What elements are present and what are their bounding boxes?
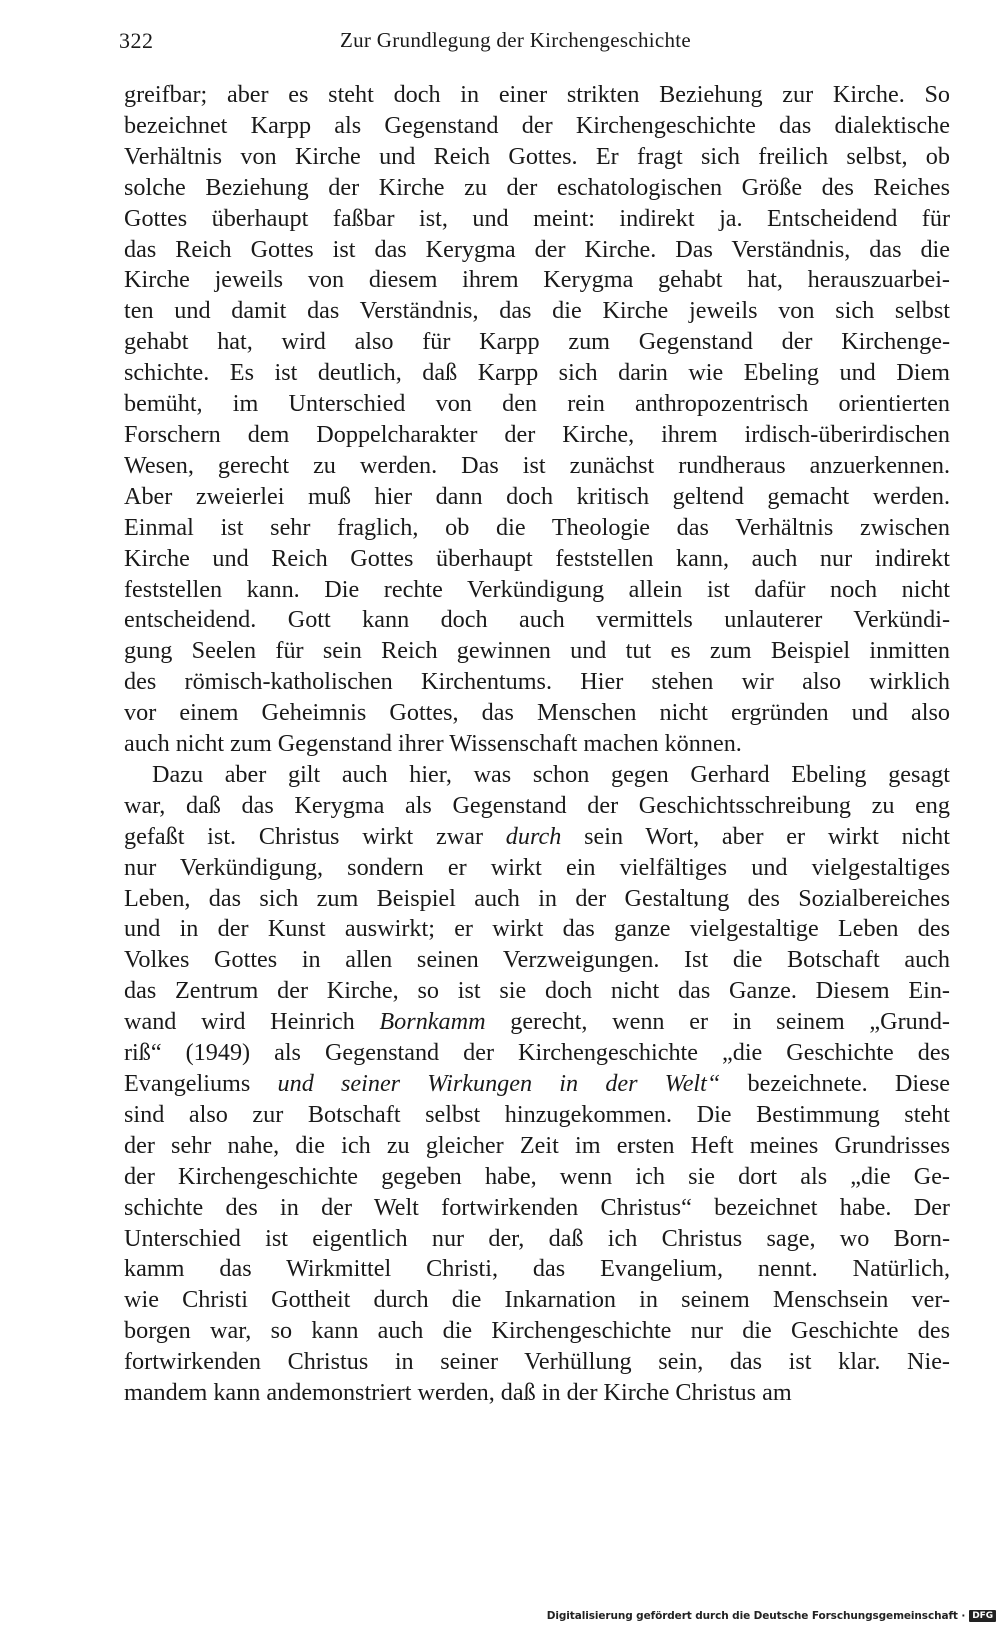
text-segment: sein Wort, aber er wirkt nicht [561,822,950,850]
text-line: Gottes überhaupt faßbar ist, und meint: indirekt ja. Entscheidend für [124,204,950,232]
text-segment: wand wird Heinrich [124,1008,380,1036]
text-line: war, daß das Kerygma als Gegenstand der Geschichtsschreibung zu eng [124,791,950,819]
text-line: wie Christi Gottheit durch die Inkarnation in seinem Menschsein ver- [124,1286,950,1314]
text-line: mandem kann andemonstriert werden, daß in der Kirche Christus am [124,1379,792,1407]
text-line: nur Verkündigung, sondern er wirkt ein vielfältiges und vielgestaltiges [124,853,950,881]
text-line: der Kirchengeschichte gegeben habe, wenn ich sie dort als „die Ge- [124,1162,950,1190]
text-line: und in der Kunst auswirkt; er wirkt das ganze vielgestaltige Leben des [124,915,950,943]
text-line: Leben, das sich zum Beispiel auch in der Gestaltung des Sozialbereiches [124,884,950,912]
body-text [124,80,950,1409]
text-line [124,1007,950,1038]
paragraph [124,80,950,760]
text-line: Dazu aber gilt auch hier, was schon gegen Gerhard Ebeling gesagt [152,760,950,788]
text-line: borgen war, so kann auch die Kirchengeschichte nur die Geschichte des [124,1317,950,1345]
text-line: des römisch-katholischen Kirchentums. Hier stehen wir also wirklich [124,668,950,696]
text-segment: gefaßt ist. Christus wirkt zwar [124,822,506,850]
text-line: riß“ (1949) als Gegenstand der Kirchengeschichte „die Geschichte des [124,1039,950,1067]
text-line: bezeichnet Karpp als Gegenstand der Kirchengeschichte das dialektische [124,111,950,139]
text-line: Forschern dem Doppelcharakter der Kirche, ihrem irdisch-überirdischen [124,420,950,448]
text-line: fortwirkenden Christus in seiner Verhüllung sein, das ist klar. Nie- [124,1348,950,1376]
text-line: auch nicht zum Gegenstand ihrer Wissenschaft machen können. [124,730,742,758]
footer-credit: Digitalisierung gefördert durch die Deutsche Forschungsgemeinschaft · [546,1610,966,1622]
text-line [124,822,950,853]
text-line: vor einem Geheimnis Gottes, das Menschen nicht ergründen und also [124,699,950,727]
text-line: sind also zur Botschaft selbst hinzugekommen. Die Bestimmung steht [124,1100,950,1128]
text-line: das Zentrum der Kirche, so ist sie doch nicht das Ganze. Diesem Ein- [124,977,950,1005]
text-line: schichte des in der Welt fortwirkenden Christus“ bezeichnet habe. Der [124,1193,950,1221]
text-line: solche Beziehung der Kirche zu der eschatologischen Größe des Reiches [124,173,950,201]
text-line: feststellen kann. Die rechte Verkündigung allein ist dafür noch nicht [124,575,950,603]
text-line: Unterschied ist eigentlich nur der, daß ich Christus sage, wo Born- [124,1224,950,1252]
text-line: entscheidend. Gott kann doch auch vermittels unlauterer Verkündi- [124,606,950,634]
running-head: Zur Grundlegung der Kirchengeschichte [340,28,692,52]
text-line [124,1069,950,1100]
text-line: Volkes Gottes in allen seinen Verzweigungen. Ist die Botschaft auch [124,946,950,974]
text-line: Wesen, gerecht zu werden. Das ist zunächst rundheraus anzuerkennen. [124,451,950,479]
dfg-logo: DFG [969,1610,996,1622]
emphasized-text: durch [505,822,562,850]
emphasized-text: Bornkamm [379,1008,486,1036]
text-line: Einmal ist sehr fraglich, ob die Theologie das Verhältnis zwischen [124,513,950,541]
text-line: kamm das Wirkmittel Christi, das Evangelium, nennt. Natürlich, [124,1255,950,1283]
text-line: schichte. Es ist deutlich, daß Karpp sich darin wie Ebeling und Diem [124,359,950,387]
text-line: ten und damit das Verständnis, das die Kirche jeweils von sich selbst [124,297,950,325]
text-line: gung Seelen für sein Reich gewinnen und tut es zum Beispiel inmitten [124,637,950,665]
text-segment: Evangeliums [124,1070,278,1097]
text-line: Aber zweierlei muß hier dann doch kritisch geltend gemacht werden. [124,482,950,510]
emphasized-text: und seiner Wirkungen in der Welt“ [277,1070,721,1097]
text-line: Kirche und Reich Gottes überhaupt feststellen kann, auch nur indirekt [124,544,950,572]
page-number: 322 [119,28,154,53]
text-line: Kirche jeweils von diesem ihrem Kerygma gehabt hat, herauszuarbei- [124,266,950,294]
text-segment: bezeichnete. Diese [720,1070,950,1097]
text-line: greifbar; aber es steht doch in einer strikten Beziehung zur Kirche. So [124,81,950,108]
paragraph [124,760,950,1409]
text-line: das Reich Gottes ist das Kerygma der Kirche. Das Verständnis, das die [124,235,950,263]
text-line: Verhältnis von Kirche und Reich Gottes. Er fragt sich freilich selbst, ob [124,142,950,170]
digitization-footer [547,1610,996,1622]
text-line: bemüht, im Unterschied von den rein anthropozentrisch orientierten [124,390,950,418]
text-line: der sehr nahe, die ich zu gleicher Zeit im ersten Heft meines Grundrisses [124,1131,950,1159]
text-segment: gerecht, wenn er in seinem „Grund- [485,1008,950,1036]
text-line: gehabt hat, wird also für Karpp zum Gegenstand der Kirchenge- [124,328,950,356]
